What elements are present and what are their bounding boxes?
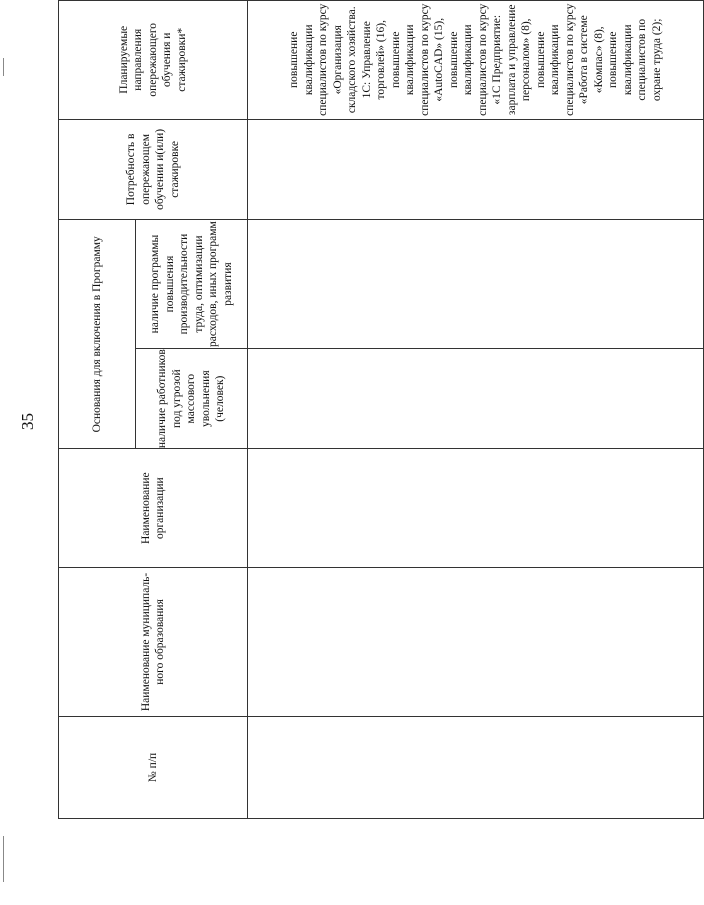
header-basis-program: наличие программы повышения производительности труда, оптимизации расходов, иных программ развития xyxy=(136,220,248,349)
header-organization: Наименование организации xyxy=(59,449,248,567)
planned-training-text: повышение квалификации специалистов по курсу «Организация складского хозяйства. 1С: Управление торговлей» (16), повышение квалификации специалистов по курсу «AutoCAD» (15), повышение квалификации специалистов по курсу «1С Предприятие: зарплата и управление персоналом» (8), повышение квалификации специалистов по курсу «Работа в системе «Компас» (8), повышение квалификации специалистов по охране труда (2); xyxy=(288,3,663,116)
training-table xyxy=(58,0,704,819)
header-municipality: Наименование муниципаль-ного образования xyxy=(59,567,248,716)
header-planned: Планируемые направления опережающего обучения и стажировки* xyxy=(59,1,248,120)
page-number: 35 xyxy=(18,413,37,430)
cell-threat xyxy=(248,348,704,449)
cell-organization xyxy=(248,449,704,567)
cell-num xyxy=(248,717,704,819)
cell-program xyxy=(248,220,704,349)
header-num: № п/п xyxy=(59,717,248,819)
header-need: Потребность в опережающем обучении и(или) стажировке xyxy=(59,119,248,220)
cell-planned-training xyxy=(248,1,704,120)
header-row xyxy=(59,1,136,819)
table-row xyxy=(248,1,704,819)
header-basis-threat: наличие работников под угрозой массового увольнения (человек) xyxy=(136,348,248,449)
cell-need xyxy=(248,119,704,220)
header-basis: Основания для включения в Программу xyxy=(59,220,136,449)
cell-municipality xyxy=(248,567,704,716)
